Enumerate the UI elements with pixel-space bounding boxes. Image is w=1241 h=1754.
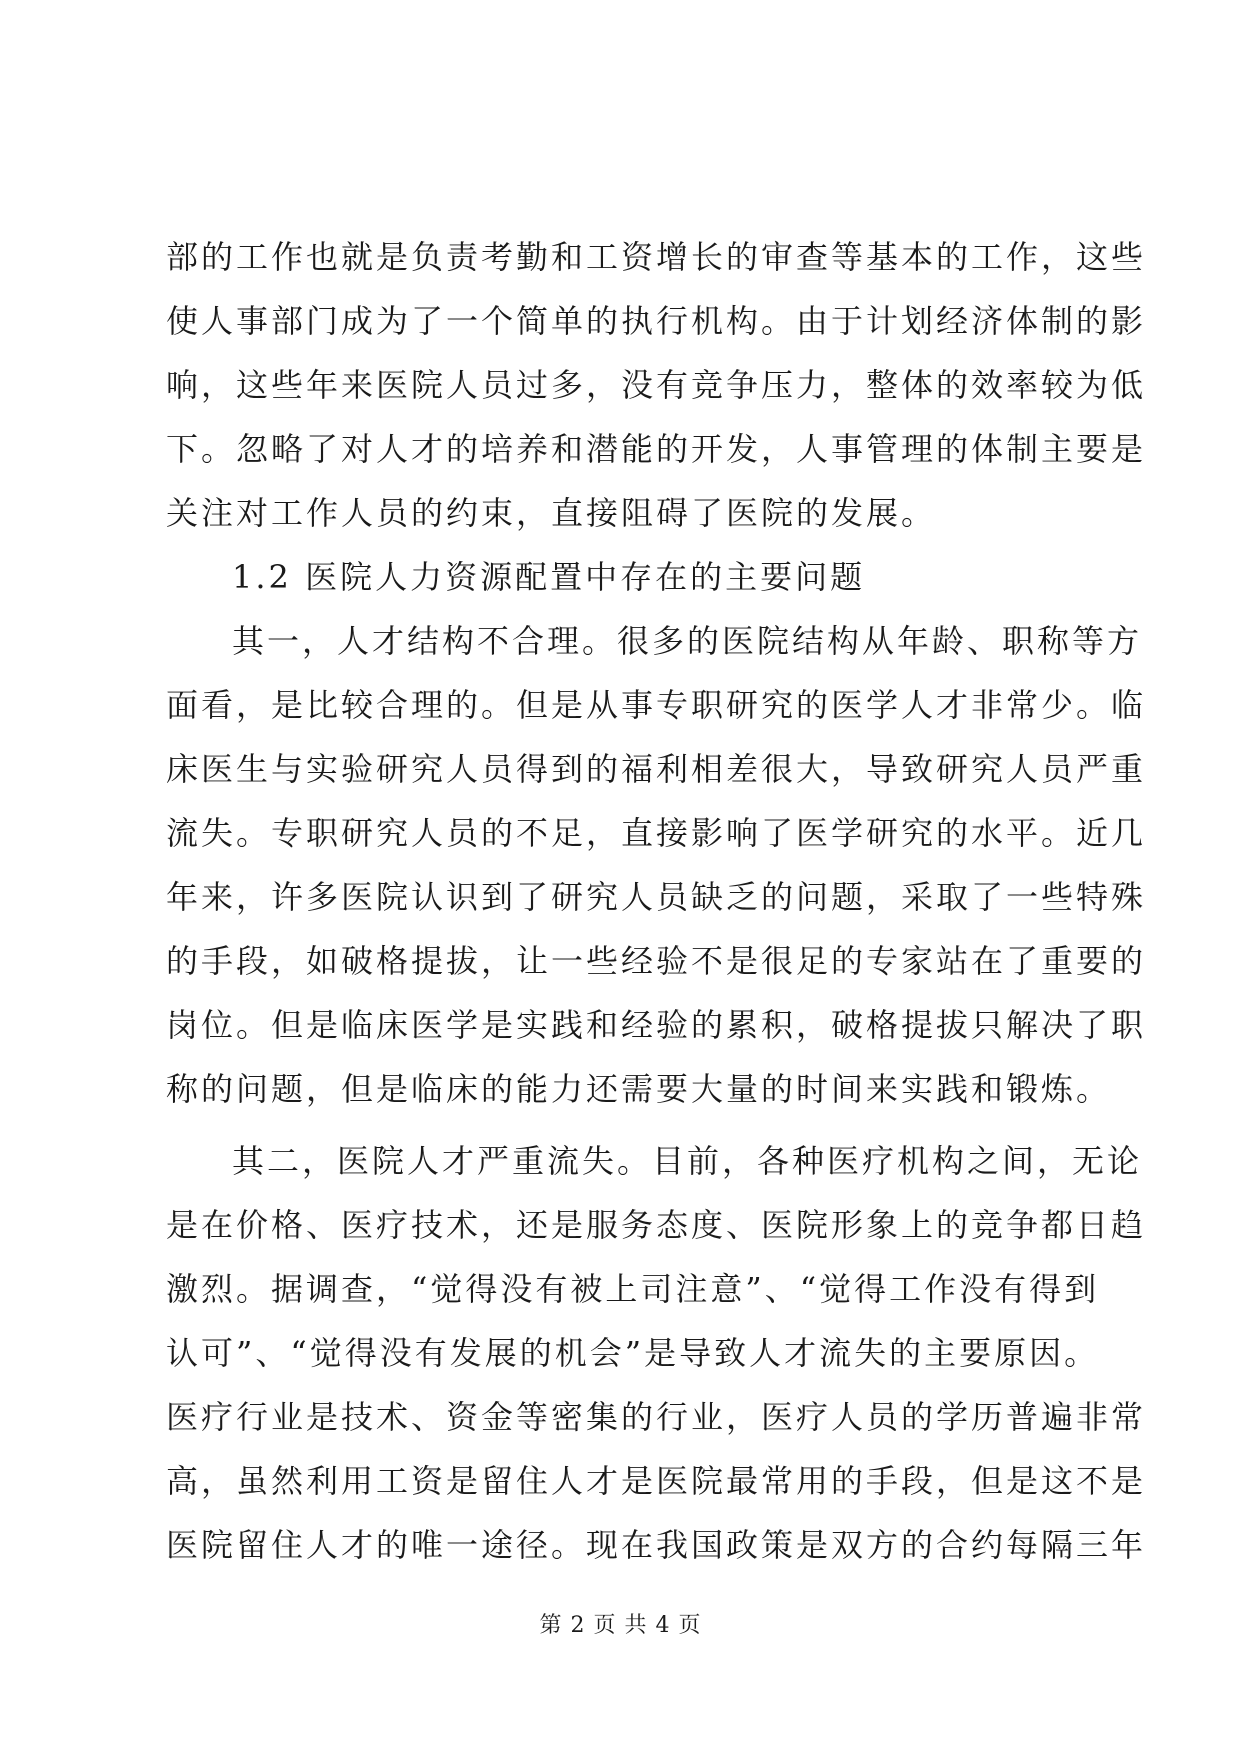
document-body bbox=[166, 225, 1147, 1577]
text-line: 高，虽然利用工资是留住人才是医院最常用的手段，但是这不是 bbox=[166, 1462, 1147, 1500]
page-number-footer: 第 2 页 共 4 页 bbox=[539, 1613, 702, 1638]
text-line: 部的工作也就是负责考勤和工资增长的审查等基本的工作，这些 bbox=[166, 238, 1147, 276]
text-line: 关注对工作人员的约束，直接阻碍了医院的发展。 bbox=[166, 494, 937, 532]
text-line: 流失。专职研究人员的不足，直接影响了医学研究的水平。近几 bbox=[166, 814, 1147, 852]
text-line: 使人事部门成为了一个简单的执行机构。由于计划经济体制的影 bbox=[166, 302, 1147, 340]
text-line: 其一，人才结构不合理。很多的医院结构从年龄、职称等方 bbox=[232, 622, 1143, 660]
text-line: 面看，是比较合理的。但是从事专职研究的医学人才非常少。临 bbox=[166, 686, 1147, 724]
text-line: 床医生与实验研究人员得到的福利相差很大，导致研究人员严重 bbox=[166, 750, 1147, 788]
text-line: 医院留住人才的唯一途径。现在我国政策是双方的合约每隔三年 bbox=[166, 1526, 1147, 1564]
text-line: 是在价格、医疗技术，还是服务态度、医院形象上的竞争都日趋 bbox=[166, 1206, 1147, 1244]
text-line: 岗位。但是临床医学是实践和经验的累积，破格提拔只解决了职 bbox=[166, 1006, 1147, 1044]
text-line: 称的问题，但是临床的能力还需要大量的时间来实践和锻炼。 bbox=[166, 1070, 1112, 1108]
text-line: 响，这些年来医院人员过多，没有竞争压力，整体的效率较为低 bbox=[166, 366, 1147, 404]
text-line: 下。忽略了对人才的培养和潜能的开发，人事管理的体制主要是 bbox=[166, 430, 1147, 468]
text-line: 认可”、“觉得没有发展的机会”是导致人才流失的主要原因。 bbox=[166, 1334, 1100, 1372]
text-line: 其二，医院人才严重流失。目前，各种医疗机构之间，无论 bbox=[232, 1142, 1143, 1180]
text-line: 激烈。据调查，“觉得没有被上司注意”、“觉得工作没有得到 bbox=[166, 1270, 1100, 1308]
text-line: 医疗行业是技术、资金等密集的行业，医疗人员的学历普遍非常 bbox=[166, 1398, 1147, 1436]
text-line: 年来，许多医院认识到了研究人员缺乏的问题，采取了一些特殊 bbox=[166, 878, 1147, 916]
section-heading: 1.2 医院人力资源配置中存在的主要问题 bbox=[232, 558, 866, 596]
text-line: 的手段，如破格提拔，让一些经验不是很足的专家站在了重要的 bbox=[166, 942, 1147, 980]
